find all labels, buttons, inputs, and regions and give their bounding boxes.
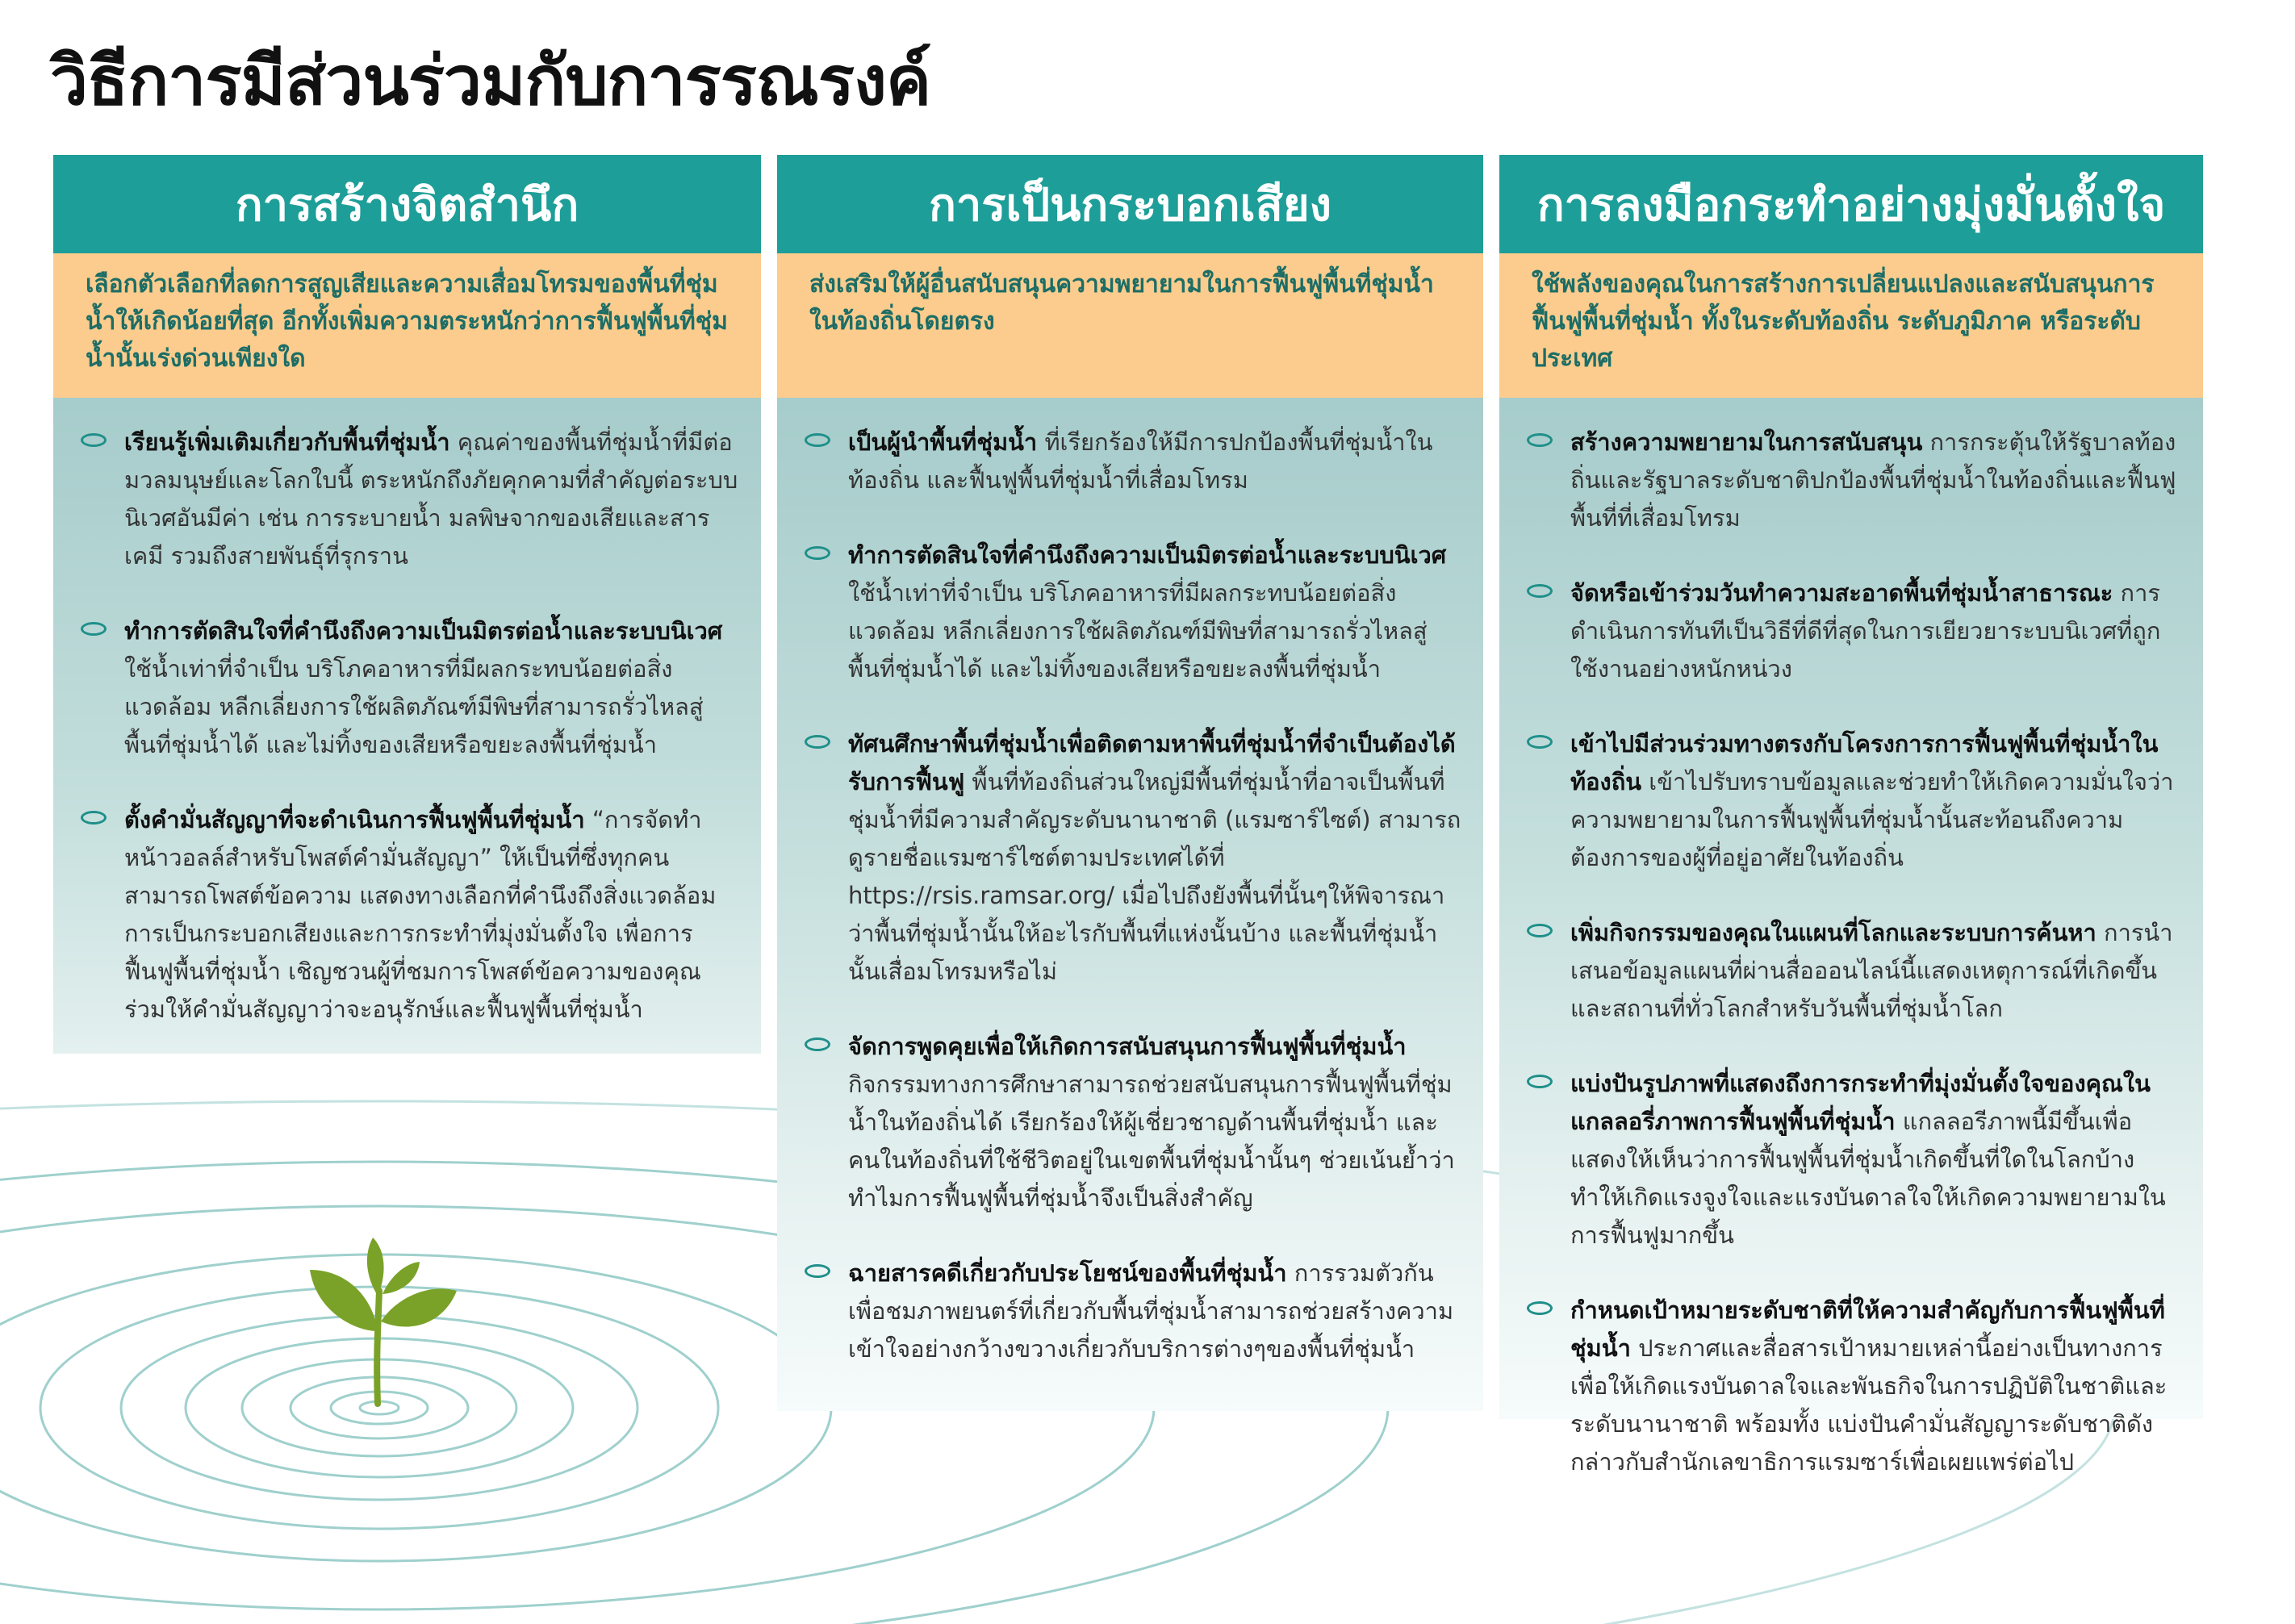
item-description: การดำเนินการทันทีเป็นวิธีที่ดีที่สุดในการเยียวยาระบบนิเวศที่ถูกใช้งานอย่างหนักหน่วง xyxy=(1570,579,2161,683)
bullet-icon xyxy=(805,735,830,749)
list-item xyxy=(1527,1065,2182,1255)
item-description: คุณค่าของพื้นที่ชุ่มน้ำที่มีต่อมวลมนุษย์และโลกใบนี้ ตระหนักถึงภัยคุกคามที่สำคัญต่อระบบนิเวศอันมีค่า เช่น การระบายน้ำ มลพิษจากของเสียและสารเคมี รวมถึงสายพันธุ์ที่รุกราน xyxy=(124,428,738,570)
column-awareness xyxy=(53,155,761,1054)
column-header: การลงมือกระทำอย่างมุ่งมั่นตั้งใจ xyxy=(1499,155,2203,253)
bullet-icon xyxy=(805,546,830,560)
item-title: ทัศนศึกษาพื้นที่ชุ่มน้ำเพื่อติดตามหาพื้นที่ชุ่มน้ำที่จำเป็นต้องได้รับการฟื้นฟู xyxy=(848,730,1456,795)
item-title: จัดหรือเข้าร่วมวันทำความสะอาดพื้นที่ชุ่มน้ำสาธารณะ xyxy=(1570,579,2113,607)
item-description: ใช้น้ำเท่าที่จำเป็น บริโภคอาหารที่มีผลกระทบน้อยต่อสิ่งแวดล้อม หลีกเลี่ยงการใช้ผลิตภัณฑ์มีพิษที่สามารถรั่วไหลสู่พื้นที่ชุ่มน้ำได้ และไม่ทิ้งของเสียหรือขยะลงพื้นที่ชุ่มน้ำ xyxy=(124,655,704,758)
item-title: เพิ่มกิจกรรมของคุณในแผนที่โลกและระบบการค้นหา xyxy=(1570,919,2096,946)
column-body xyxy=(1499,398,2203,1476)
item-title: เป็นผู้นำพื้นที่ชุ่มน้ำ xyxy=(848,428,1038,456)
list-item xyxy=(81,424,740,575)
item-description: การกระตุ้นให้รัฐบาลท้องถิ่นและรัฐบาลระดับชาติปกป้องพื้นที่ชุ่มน้ำในท้องถิ่นและฟื้นฟูพื้นที่ที่เสื่อมโทรม xyxy=(1570,428,2176,532)
bullet-icon xyxy=(805,1037,830,1051)
bullet-icon xyxy=(1527,924,1553,937)
item-description: ประกาศและสื่อสารเป้าหมายเหล่านี้อย่างเป็นทางการเพื่อให้เกิดแรงบันดาลใจและพันธกิจในการปฏิบัติในชาติและระดับนานาชาติ พร้อมทั้ง แบ่งปันคำมั่นสัญญาระดับชาติดังกล่าวกับสำนักเลขาธิการแรมซาร์เพื่อเผยแพร่ต่อไป xyxy=(1570,1334,2168,1476)
bullet-icon xyxy=(1527,1075,1553,1088)
item-title: ตั้งคำมั่นสัญญาที่จะดำเนินการฟื้นฟูพื้นที่ชุ่มน้ำ xyxy=(124,806,585,833)
bullet-icon xyxy=(1527,735,1553,749)
column-body xyxy=(777,398,1483,1411)
item-title: ฉายสารคดีเกี่ยวกับประโยชน์ของพื้นที่ชุ่มน้ำ xyxy=(848,1259,1287,1287)
column-intro: ใช้พลังของคุณในการสร้างการเปลี่ยนแปลงและสนับสนุนการฟื้นฟูพื้นที่ชุ่มน้ำ ทั้งในระดับท้องถิ่น ระดับภูมิภาค หรือระดับประเทศ xyxy=(1499,253,2203,398)
seedling-icon xyxy=(299,1234,460,1428)
bullet-icon xyxy=(805,1264,830,1278)
item-title: สร้างความพยายามในการสนับสนุน xyxy=(1570,428,1923,456)
item-title: จัดการพูดคุยเพื่อให้เกิดการสนับสนุนการฟื้นฟูพื้นที่ชุ่มน้ำ xyxy=(848,1033,1407,1060)
list-item xyxy=(805,1255,1462,1368)
list-item xyxy=(81,801,740,1029)
bullet-icon xyxy=(1527,584,1553,598)
list-item xyxy=(805,424,1462,499)
item-title: ทำการตัดสินใจที่คำนึงถึงความเป็นมิตรต่อน้ำและระบบนิเวศ xyxy=(848,541,1447,569)
bullet-icon xyxy=(805,433,830,447)
item-title: กำหนดเป้าหมายระดับชาติที่ให้ความสำคัญกับการฟื้นฟูพื้นที่ชุ่มน้ำ xyxy=(1570,1296,2165,1362)
list-item xyxy=(1527,725,2182,877)
list-item xyxy=(81,612,740,764)
list-item xyxy=(1527,424,2182,537)
page-title: วิธีการมีส่วนร่วมกับการรณรงค์ xyxy=(50,41,931,120)
bullet-icon xyxy=(1527,1301,1553,1315)
column-intro: เลือกตัวเลือกที่ลดการสูญเสียและความเสื่อมโทรมของพื้นที่ชุ่มน้ำให้เกิดน้อยที่สุด อีกทั้งเพิ่มความตระหนักว่าการฟื้นฟูพื้นที่ชุ่มน้ำนั้นเร่งด่วนเพียงใด xyxy=(53,253,761,398)
column-header: การสร้างจิตสำนึก xyxy=(53,155,761,253)
item-description: เข้าไปรับทราบข้อมูลและช่วยทำให้เกิดความมั่นใจว่าความพยายามในการฟื้นฟูพื้นที่ชุ่มน้ำนั้นสะท้อนถึงความต้องการของผู้ที่อยู่อาศัยในท้องถิ่น xyxy=(1570,768,2174,871)
item-description: แกลลอรีภาพนี้มีขึ้นเพื่อแสดงให้เห็นว่าการฟื้นฟูพื้นที่ชุ่มน้ำเกิดขึ้นที่ใดในโลกบ้าง ทำให้เกิดแรงจูงใจและแรงบันดาลใจให้เกิดความพยายามในการฟื้นฟูมากขึ้น xyxy=(1570,1108,2166,1249)
bullet-icon xyxy=(81,811,107,825)
item-description: การนำเสนอข้อมูลแผนที่ผ่านสื่อออนไลน์นี้แสดงเหตุการณ์ที่เกิดขึ้นและสถานที่ทั่วโลกสำหรับวันพื้นที่ชุ่มน้ำโลก xyxy=(1570,919,2173,1022)
column-advocacy xyxy=(777,155,1483,1411)
column-action xyxy=(1499,155,2203,1476)
list-item xyxy=(805,725,1462,991)
item-title: แบ่งปันรูปภาพที่แสดงถึงการกระทำที่มุ่งมั่นตั้งใจของคุณในแกลลอรี่ภาพการฟื้นฟูพื้นที่ชุ่มน้ำ xyxy=(1570,1070,2151,1135)
bullet-icon xyxy=(81,433,107,447)
item-description: กิจกรรมทางการศึกษาสามารถช่วยสนับสนุนการฟื้นฟูพื้นที่ชุ่มน้ำในท้องถิ่นได้ เรียกร้องให้ผู้เชี่ยวชาญด้านพื้นที่ชุ่มน้ำ และคนในท้องถิ่นที่ใช้ชีวิตอยู่ในเขตพื้นที่ชุ่มน้ำนั้นๆ ช่วยเน้นย้ำว่าทำไมการฟื้นฟูพื้นที่ชุ่มน้ำจึงเป็นสิ่งสำคัญ xyxy=(848,1071,1455,1212)
list-item xyxy=(1527,914,2182,1028)
item-description: การรวมตัวกันเพื่อชมภาพยนตร์ที่เกี่ยวกับพื้นที่ชุ่มน้ำสามารถช่วยสร้างความเข้าใจอย่างกว้างขวางเกี่ยวกับบริการต่างๆของพื้นที่ชุ่มน้ำ xyxy=(848,1259,1454,1363)
item-title: ทำการตัดสินใจที่คำนึงถึงความเป็นมิตรต่อน้ำและระบบนิเวศ xyxy=(124,617,723,645)
bullet-icon xyxy=(81,622,107,636)
list-item xyxy=(1527,1292,2182,1481)
item-title: เข้าไปมีส่วนร่วมทางตรงกับโครงการการฟื้นฟูพื้นที่ชุ่มน้ำในท้องถิ่น xyxy=(1570,730,2159,795)
item-description: พื้นที่ท้องถิ่นส่วนใหญ่มีพื้นที่ชุ่มน้ำที่อาจเป็นพื้นที่ชุ่มน้ำที่มีความสำคัญระดับนานาชาติ (แรมซาร์ไซต์) สามารถดูรายชื่อแรมซาร์ไซต์ตามประเทศได้ที่ https://rsis.ramsar.org/ เมื่อไปถึงยังพื้นที่นั้นๆให้พิจารณาว่าพื้นที่ชุ่มน้ำนั้นให้อะไรกับพื้นที่แห่งนั้นบ้าง และพื้นที่ชุ่มน้ำนั้นเสื่อมโทรมหรือไม่ xyxy=(848,768,1461,985)
bullet-icon xyxy=(1527,433,1553,447)
item-description: ใช้น้ำเท่าที่จำเป็น บริโภคอาหารที่มีผลกระทบน้อยต่อสิ่งแวดล้อม หลีกเลี่ยงการใช้ผลิตภัณฑ์มีพิษที่สามารถรั่วไหลสู่พื้นที่ชุ่มน้ำได้ และไม่ทิ้งของเสียหรือขยะลงพื้นที่ชุ่มน้ำ xyxy=(848,579,1428,683)
item-description: ที่เรียกร้องให้มีการปกป้องพื้นที่ชุ่มน้ำในท้องถิ่น และฟื้นฟูพื้นที่ชุ่มน้ำที่เสื่อมโทรม xyxy=(848,428,1433,494)
list-item xyxy=(1527,574,2182,688)
list-item xyxy=(805,1028,1462,1217)
column-body xyxy=(53,398,761,1054)
column-intro: ส่งเสริมให้ผู้อื่นสนับสนุนความพยายามในการฟื้นฟูพื้นที่ชุ่มน้ำในท้องถิ่นโดยตรง xyxy=(777,253,1483,398)
list-item xyxy=(805,536,1462,688)
column-header: การเป็นกระบอกเสียง xyxy=(777,155,1483,253)
item-title: เรียนรู้เพิ่มเติมเกี่ยวกับพื้นที่ชุ่มน้ำ xyxy=(124,428,450,456)
item-description: “การจัดทำหน้าวอลล์สำหรับโพสต์คำมั่นสัญญา” ให้เป็นที่ซึ่งทุกคนสามารถโพสต์ข้อความ แสดงทางเลือกที่คำนึงถึงสิ่งแวดล้อม การเป็นกระบอกเสียงและการกระทำที่มุ่งมั่นตั้งใจ เพื่อการฟื้นฟูพื้นที่ชุ่มน้ำ เชิญชวนผู้ที่ชมการโพสต์ข้อความของคุณร่วมให้คำมั่นสัญญาว่าจะอนุรักษ์และฟื้นฟูพื้นที่ชุ่มน้ำ xyxy=(124,806,717,1023)
